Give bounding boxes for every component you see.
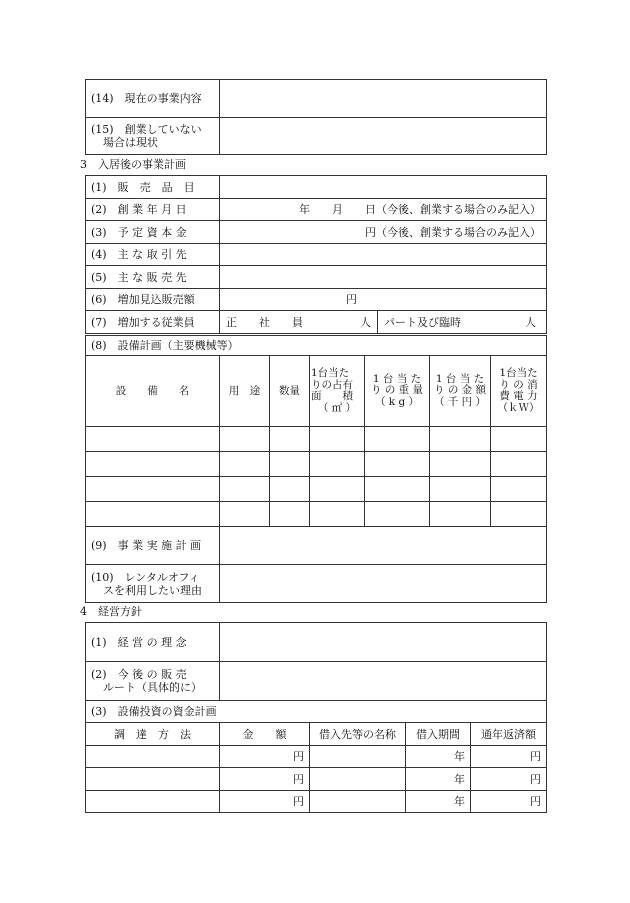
funding-method-header: 調 達 方 法 [86,723,220,746]
parttime-employee-cell[interactable] [378,316,546,329]
funding-period-cell[interactable]: 年 [406,746,471,768]
equipment-price-cell[interactable] [430,427,491,452]
equipment-qty-cell[interactable] [270,427,310,452]
equipment-area-cell[interactable] [310,502,365,527]
equipment-weight-cell[interactable] [365,427,430,452]
regular-employee-label: 正 社 員 [226,315,303,329]
business-plan-table [85,175,547,334]
funding-repay-cell[interactable]: 円 [471,791,547,813]
office-reason-field[interactable] [220,565,547,603]
planned-capital-field[interactable]: 円（今後、創業する場合のみ記入） [220,221,547,244]
philosophy-label: (1) 経 営 の 理 念 [86,623,220,662]
area-header-line1: 1台当た [311,367,350,379]
funding-method-cell[interactable] [86,768,220,791]
equipment-row [86,452,547,477]
equipment-qty-cell[interactable] [270,452,310,477]
funding-row [86,791,547,813]
implementation-plan-label: (9) 事 業 実 施 計 画 [86,527,220,565]
equipment-area-cell[interactable] [310,452,365,477]
funding-amount-cell[interactable]: 円 [220,768,310,791]
funding-amount-header: 金 額 [220,723,310,746]
equipment-use-cell[interactable] [220,427,270,452]
equipment-use-cell[interactable] [220,452,270,477]
equipment-power-cell[interactable] [491,427,547,452]
office-reason-label [86,565,220,603]
pre-startup-label-line2: 場合は現状 [103,136,158,149]
main-suppliers-label: (4) 主 な 取 引 先 [86,244,220,266]
sales-route-field[interactable] [220,662,547,701]
equipment-area-header [310,356,365,427]
equipment-price-cell[interactable] [430,477,491,502]
parttime-employee-unit: 人 [525,315,536,329]
funding-period-header: 借入期間 [406,723,471,746]
office-reason-label-line2: スを利用したい理由 [103,583,202,597]
equipment-name-cell[interactable] [86,477,220,502]
equipment-use-cell[interactable] [220,477,270,502]
equipment-power-header [491,356,547,427]
sales-route-label [86,662,220,701]
main-suppliers-field[interactable] [220,244,547,266]
section4-title: 4 経営方針 [80,605,142,618]
area-header-line2: りの占有 [311,378,353,391]
funding-amount-cell[interactable]: 円 [220,791,310,813]
equipment-plan-table [85,335,547,527]
funding-period-cell[interactable]: 年 [406,791,471,813]
equipment-weight-header [365,356,430,427]
weight-header-line1: 1 台 当 た [372,372,422,385]
implementation-table [85,526,547,603]
power-header-line3: 費 電 力 [499,390,538,402]
power-header-line2: り の 消 [499,378,538,391]
equipment-weight-cell[interactable] [365,477,430,502]
regular-employee-unit: 人 [360,315,371,329]
funding-row [86,768,547,791]
pre-startup-label-line1: (15) 創業していない [91,123,202,136]
equipment-power-cell[interactable] [491,502,547,527]
sales-items-label: (1) 販 売 品 目 [86,176,220,199]
pre-startup-label [86,118,220,155]
current-business-table [85,79,547,155]
funding-row [86,746,547,768]
equipment-name-cell[interactable] [86,502,220,527]
equipment-name-cell[interactable] [86,452,220,477]
sales-increase-label: (6) 増加見込販売額 [86,289,220,311]
funding-repay-cell[interactable]: 円 [471,746,547,768]
founding-date-label: (2) 創 業 年 月 日 [86,199,220,221]
price-header-line3: （ 千 円 ） [433,395,486,408]
sales-route-label-line1: (2) 今 後 の 販 売 [91,668,187,681]
equipment-qty-cell[interactable] [270,477,310,502]
area-header-line3: 面 積 [311,390,353,402]
pre-startup-field[interactable] [220,118,547,155]
implementation-plan-field[interactable] [220,527,547,565]
employee-increase-label: (7) 増加する従業員 [86,311,220,334]
funding-repay-cell[interactable]: 円 [471,768,547,791]
funding-plan-table [85,700,547,813]
power-header-line4: （ｋＷ） [497,401,540,414]
equipment-weight-cell[interactable] [365,452,430,477]
sales-increase-field[interactable]: 円 [220,289,547,311]
equipment-name-header: 設 備 名 [86,356,220,427]
regular-employee-cell[interactable] [220,311,378,333]
equipment-area-cell[interactable] [310,477,365,502]
equipment-price-cell[interactable] [430,502,491,527]
equipment-row [86,477,547,502]
funding-lender-cell[interactable] [310,746,406,768]
equipment-price-cell[interactable] [430,452,491,477]
weight-header-line2: り の 重 量 [370,384,423,397]
funding-period-cell[interactable]: 年 [406,768,471,791]
sales-items-field[interactable] [220,176,547,199]
equipment-area-cell[interactable] [310,427,365,452]
office-reason-label-line1: (10) レンタルオフィ [91,570,200,584]
equipment-use-cell[interactable] [220,502,270,527]
equipment-qty-cell[interactable] [270,502,310,527]
employee-increase-field [220,311,547,334]
power-header-line1: 1台当た [499,367,538,379]
equipment-qty-header: 数量 [270,356,310,427]
current-business-field[interactable] [220,80,547,118]
section3-title: 3 入居後の事業計画 [80,158,186,171]
equipment-power-cell[interactable] [491,452,547,477]
funding-method-cell[interactable] [86,746,220,768]
weight-header-line3: （ k g ） [374,395,420,408]
funding-lender-cell[interactable] [310,768,406,791]
founding-date-field[interactable]: 年 月 日（今後、創業する場合のみ記入） [220,199,547,221]
equipment-use-header: 用 途 [220,356,270,427]
current-business-label: (14) 現在の事業内容 [86,80,220,118]
main-customers-label: (5) 主 な 販 売 先 [86,266,220,289]
funding-lender-cell[interactable] [310,791,406,813]
price-header-line2: り の 金 額 [433,384,486,397]
equipment-row [86,427,547,452]
funding-plan-title: (3) 設備投資の資金計画 [86,701,547,723]
price-header-line1: 1 台 当 た [435,372,485,385]
equipment-plan-title: (8) 設備計画（主要機械等） [86,336,547,356]
funding-lender-header: 借入先等の名称 [310,723,406,746]
equipment-weight-cell[interactable] [365,502,430,527]
sales-route-label-line2: ルート（具体的に） [103,681,202,694]
equipment-power-cell[interactable] [491,477,547,502]
equipment-name-cell[interactable] [86,427,220,452]
parttime-employee-label: パート及び臨時 [384,315,461,329]
management-policy-table [85,622,547,701]
funding-method-cell[interactable] [86,791,220,813]
main-customers-field[interactable] [220,266,547,289]
area-header-line4: （ ㎡ ） [317,401,357,414]
planned-capital-label: (3) 予 定 資 本 金 [86,221,220,244]
funding-amount-cell[interactable]: 円 [220,746,310,768]
equipment-price-header [430,356,491,427]
funding-repay-header: 通年返済額 [471,723,547,746]
equipment-row [86,502,547,527]
philosophy-field[interactable] [220,623,547,662]
